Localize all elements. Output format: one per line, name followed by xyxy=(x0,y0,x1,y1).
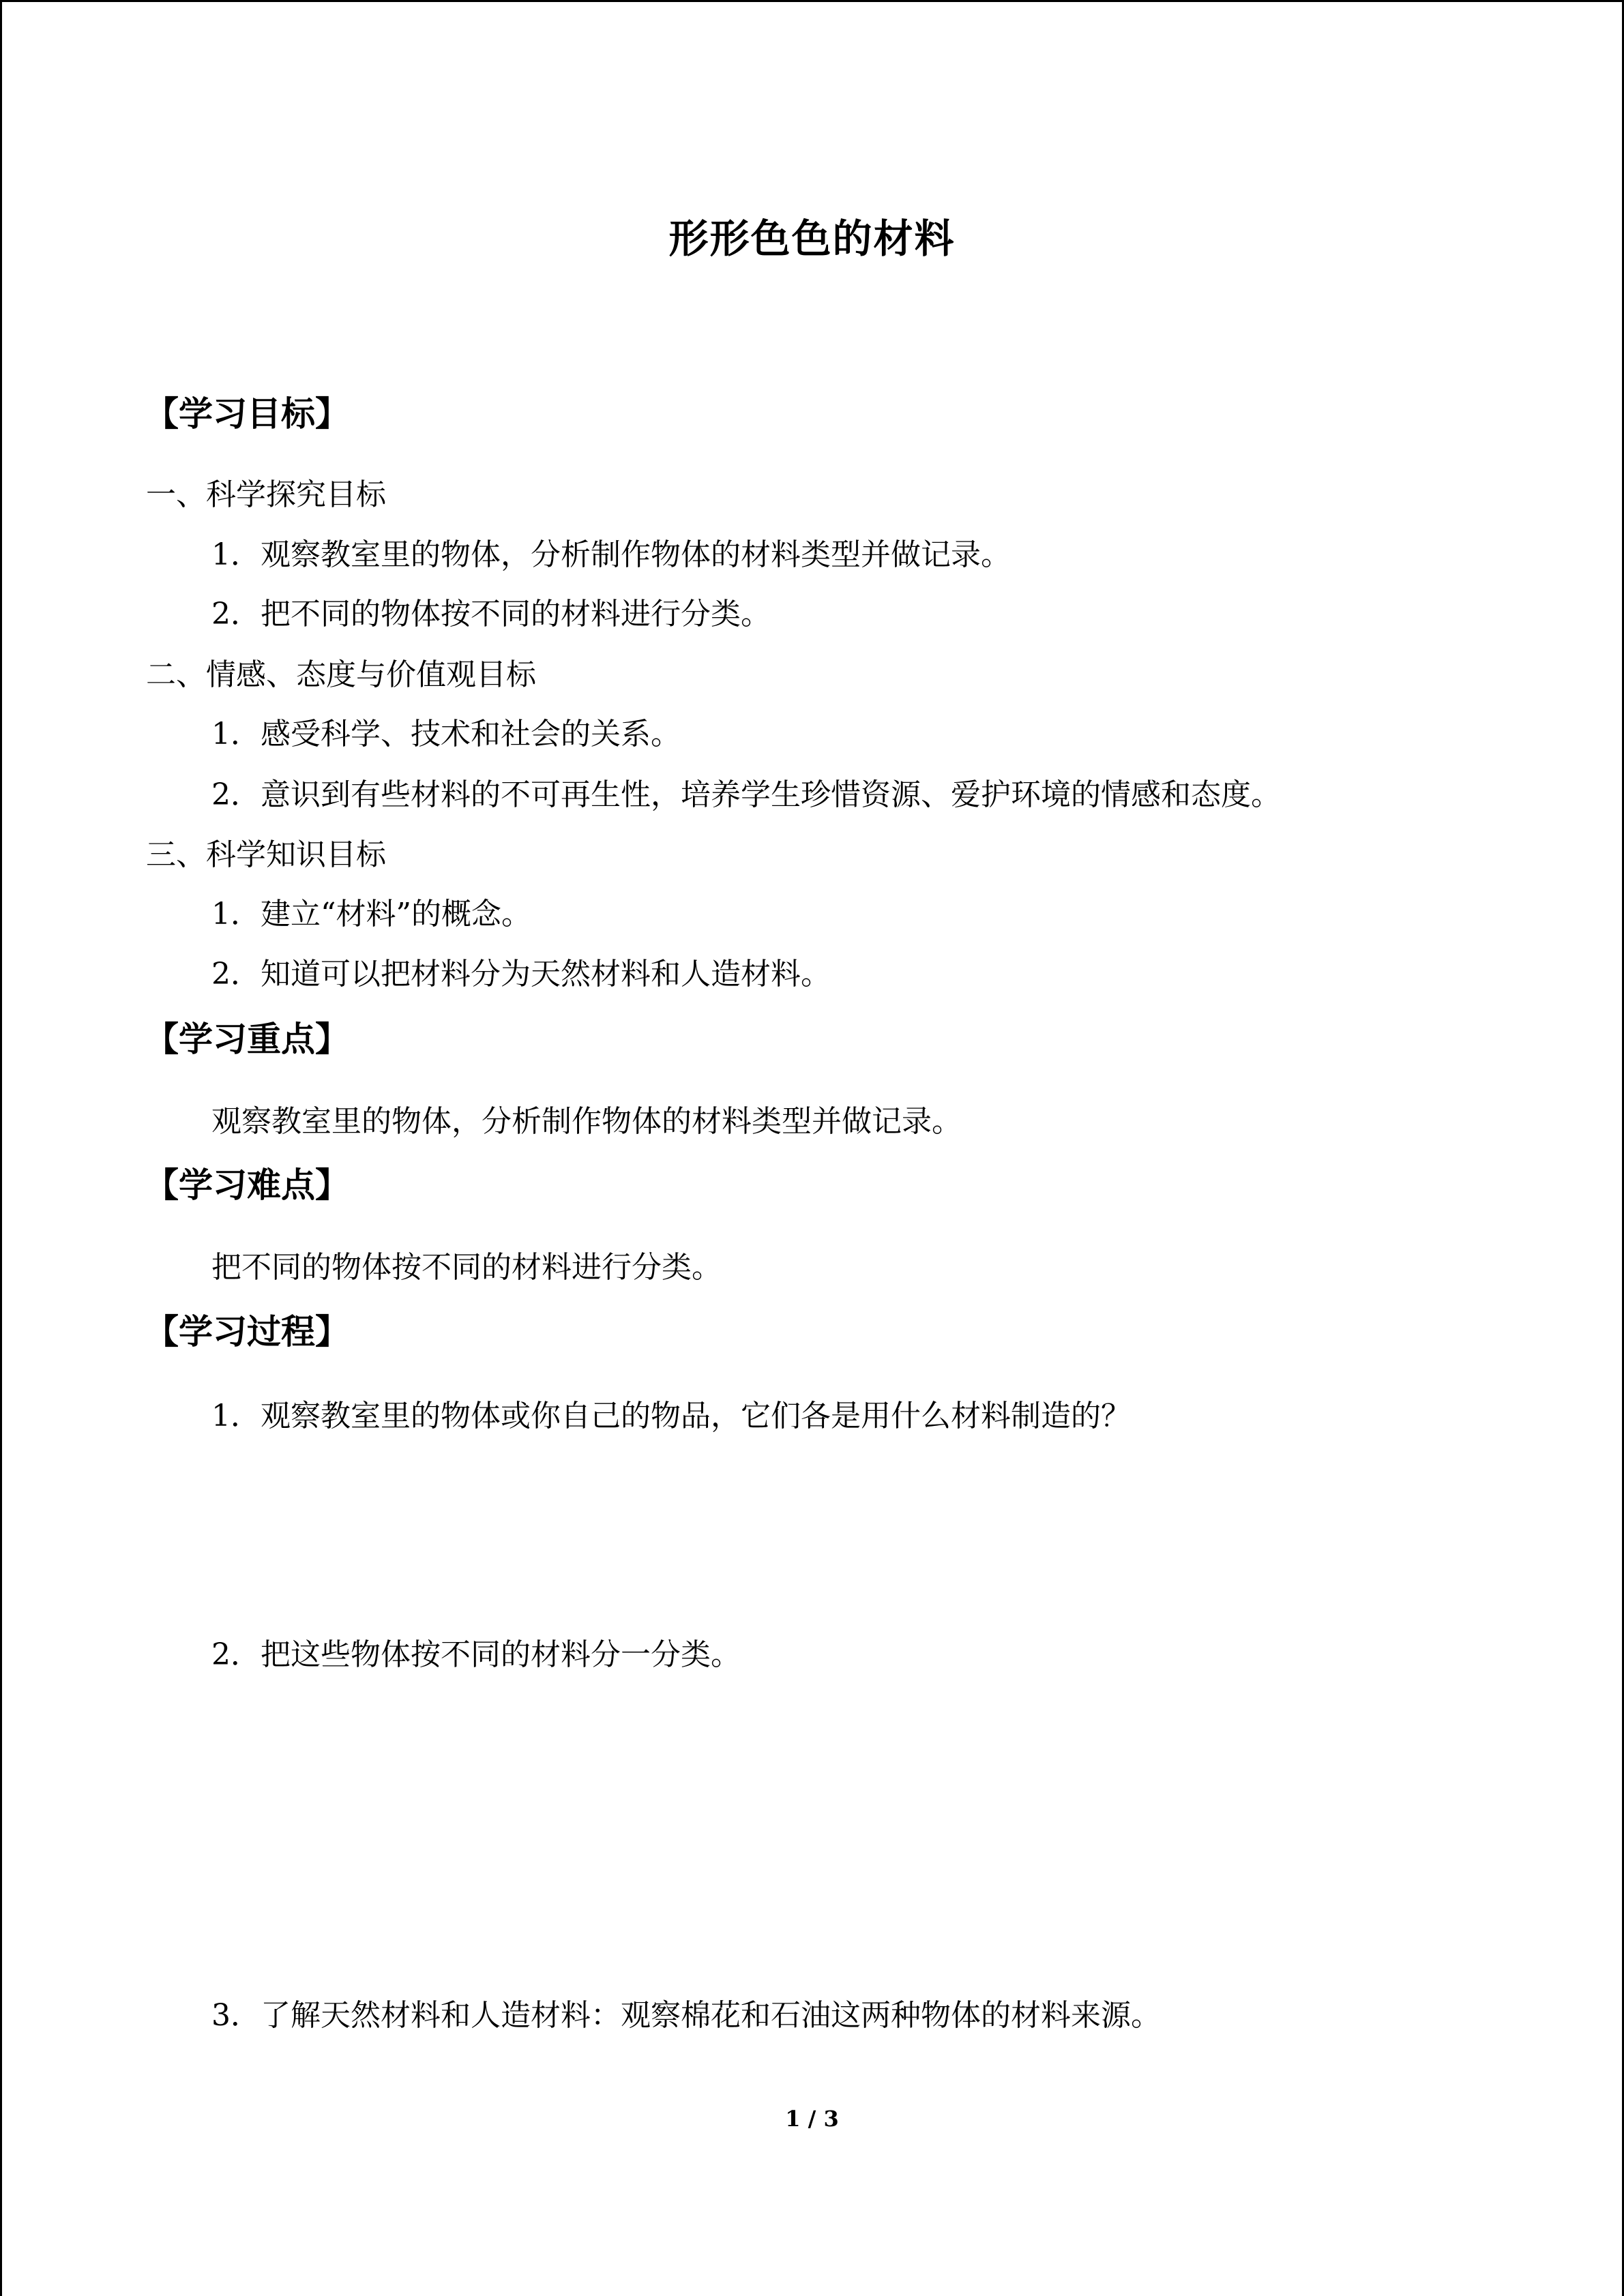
objective-item: 1．建立“材料”的概念。 xyxy=(211,897,531,931)
objectives-heading: 【学习目标】 xyxy=(145,394,349,434)
process-heading: 【学习过程】 xyxy=(145,1312,349,1352)
objective-section-label: 三、科学知识目标 xyxy=(146,837,386,872)
process-step: 1．观察教室里的物体或你自己的物品，它们各是用什么材料制造的？ xyxy=(211,1399,1131,1433)
process-step: 2．把这些物体按不同的材料分一分类。 xyxy=(211,1637,741,1672)
objective-item: 1．观察教室里的物体，分析制作物体的材料类型并做记录。 xyxy=(211,537,1011,572)
objective-section-label: 二、情感、态度与价值观目标 xyxy=(146,657,536,692)
difficulty-heading: 【学习难点】 xyxy=(145,1165,349,1205)
page-border-left xyxy=(0,0,2,2296)
difficulty-text: 把不同的物体按不同的材料进行分类。 xyxy=(211,1250,722,1285)
key-point-text: 观察教室里的物体，分析制作物体的材料类型并做记录。 xyxy=(211,1104,962,1139)
document-title: 形形色色的材料 xyxy=(668,215,956,262)
page-number: 1 / 3 xyxy=(785,2106,839,2132)
page-border-top xyxy=(0,0,1624,2)
objective-section-label: 一、科学探究目标 xyxy=(146,477,386,512)
process-step: 3．了解天然材料和人造材料：观察棉花和石油这两种物体的材料来源。 xyxy=(211,1998,1161,2033)
objective-item: 2．把不同的物体按不同的材料进行分类。 xyxy=(211,597,771,631)
key-point-heading: 【学习重点】 xyxy=(145,1019,349,1059)
objective-item: 2．知道可以把材料分为天然材料和人造材料。 xyxy=(211,957,831,992)
objective-item: 2．意识到有些材料的不可再生性，培养学生珍惜资源、爱护环境的情感和态度。 xyxy=(211,777,1281,812)
objective-item: 1．感受科学、技术和社会的关系。 xyxy=(211,717,681,751)
